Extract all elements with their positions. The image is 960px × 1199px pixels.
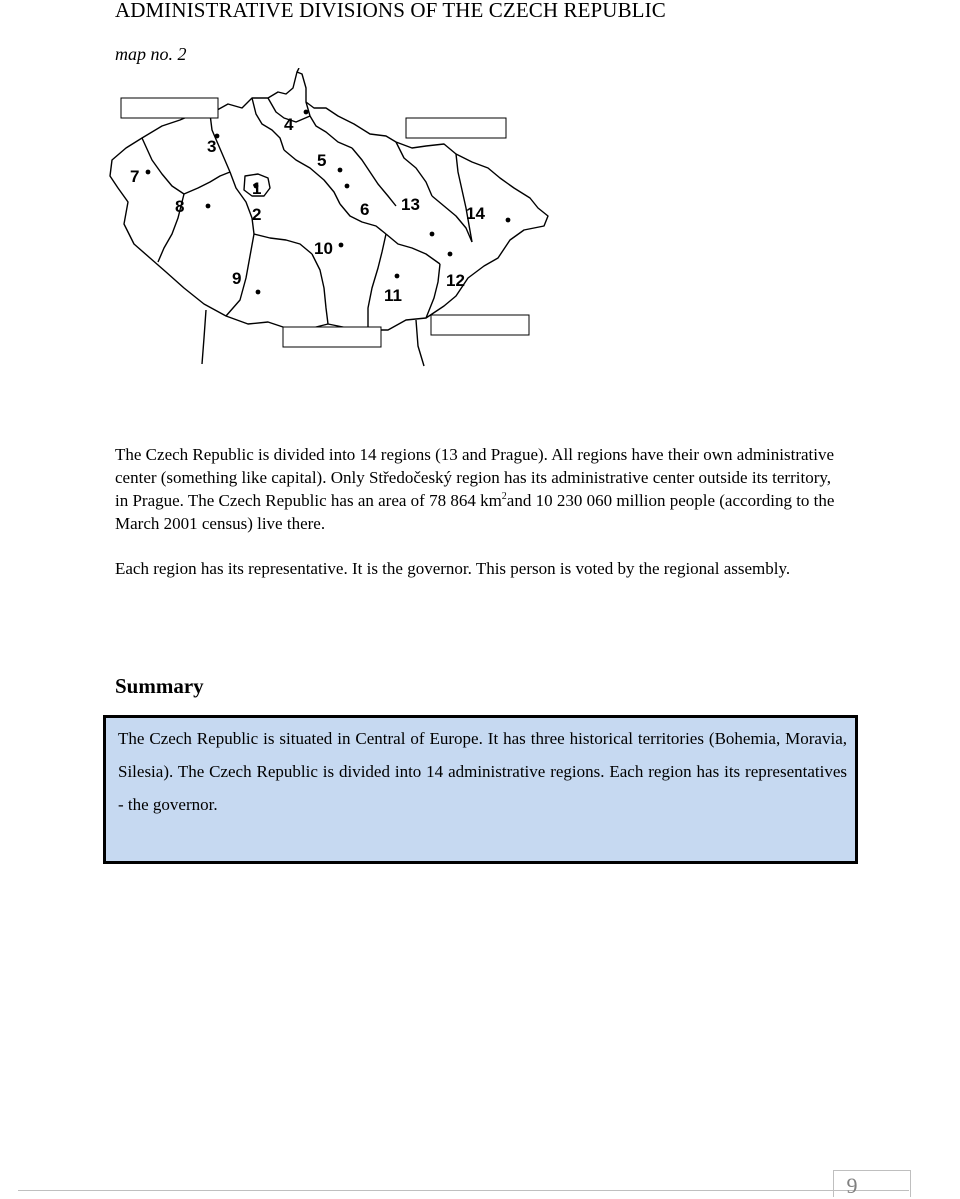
region-number: 8: [175, 197, 185, 216]
map-label: map no. 2: [115, 44, 187, 64]
region-number: 13: [401, 195, 420, 214]
region-number: 10: [314, 239, 333, 258]
blank-label-box: [406, 118, 506, 138]
region-number: 11: [384, 286, 402, 305]
region-number: 7: [130, 167, 140, 186]
page-number: 9: [846, 1173, 858, 1198]
summary-heading: Summary: [115, 674, 204, 698]
footer-rule: [18, 1190, 909, 1191]
region-number: 5: [317, 151, 327, 170]
blank-label-box: [431, 315, 529, 335]
blank-label-box: [283, 327, 381, 347]
region-number: 3: [207, 137, 217, 156]
map-svg: [100, 68, 552, 370]
region-number: 1: [252, 179, 262, 198]
region-number: 14: [466, 204, 485, 223]
region-number: 9: [232, 269, 242, 288]
page-title: ADMINISTRATIVE DIVISIONS OF THE CZECH REPUBLIC: [115, 0, 666, 22]
region-number: 2: [252, 205, 262, 224]
summary-text: The Czech Republic is situated in Central of Europe. It has three historical territories (Bohemia, Moravia, Silesia). The Czech Republic is divided into 14 administrative regions. Each region has its representatives - the governor.: [118, 729, 847, 814]
region-number: 6: [360, 200, 370, 219]
body-paragraph-regions: [115, 443, 845, 535]
region-number: 12: [446, 271, 465, 290]
page-number-box: [833, 1170, 911, 1197]
paragraph-text: and 10 230 060 million people (according to the March 2001 census) live there.: [115, 491, 835, 533]
blank-label-box: [121, 98, 218, 118]
summary-box: [103, 715, 858, 864]
body-paragraph-governor: Each region has its representative. It is the governor. This person is voted by the regional assembly.: [115, 559, 791, 578]
region-number: 4: [284, 115, 294, 134]
czech-regions-map: [100, 68, 552, 370]
paragraph-text: The Czech Republic is divided into 14 regions (13 and Prague). All regions have their own administrative center (something like capital). Only Středočeský region has its administrative center outside its territory, in Prague. The Czech Republic has an area of 78 864 km: [115, 445, 835, 510]
superscript-2: 2: [501, 491, 507, 502]
